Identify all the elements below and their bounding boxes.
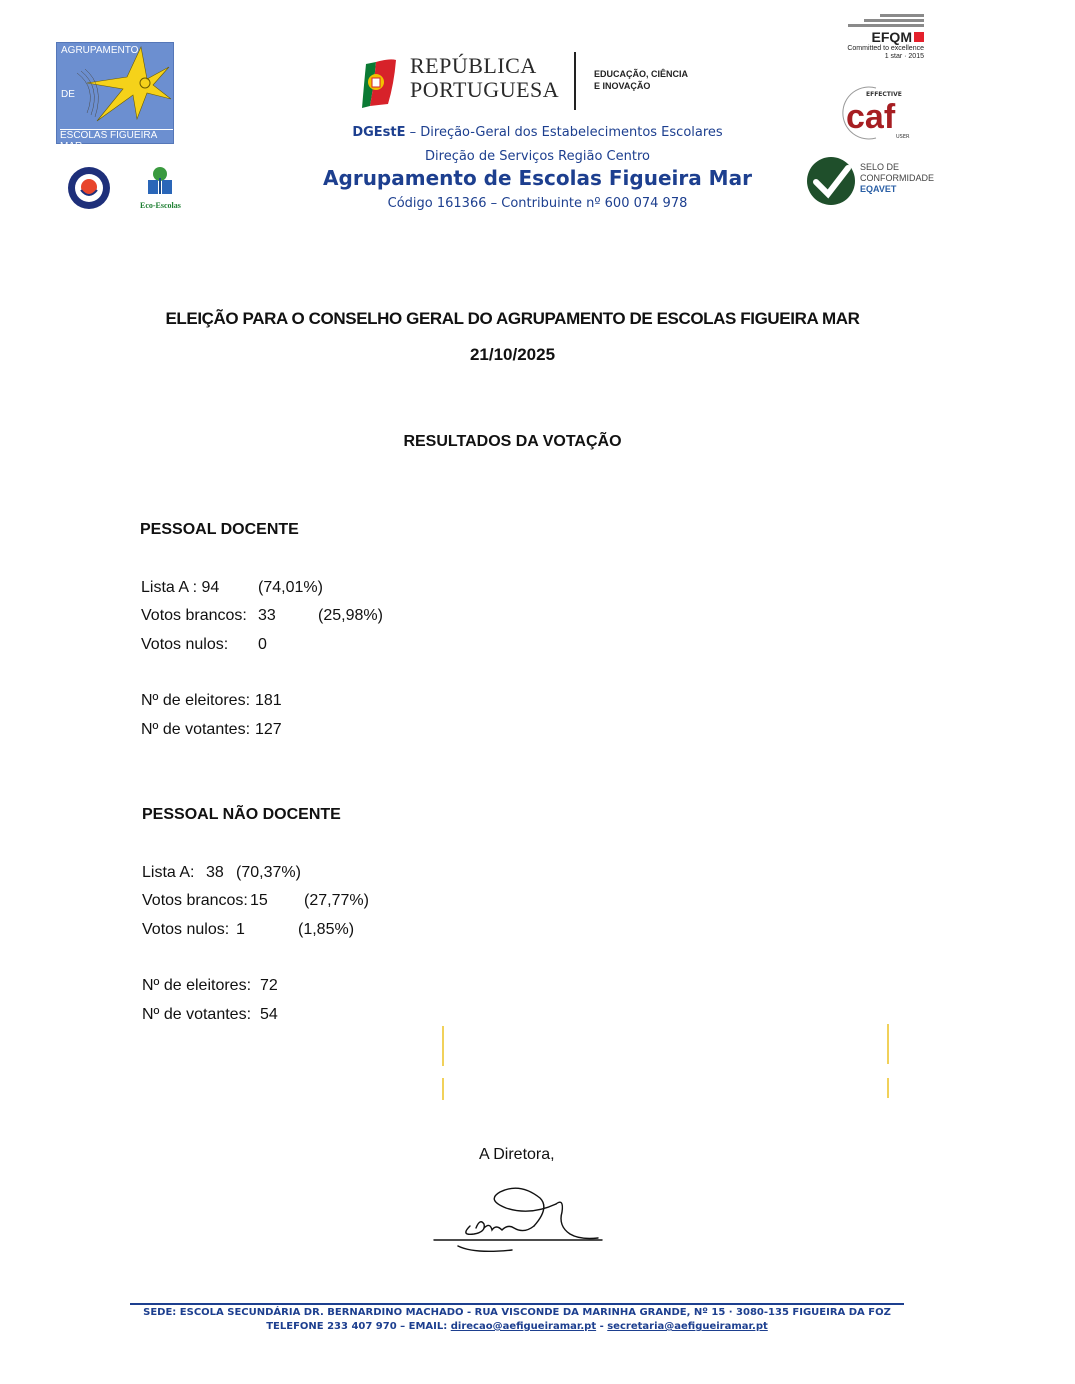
eco-escolas-label: Eco-Escolas [140,201,181,210]
nao-docente-votantes-label: Nº de votantes: [142,1006,252,1023]
nao-docente-brancos-label: Votos brancos: [142,892,248,909]
footer-contacts [130,1321,904,1332]
scan-mark [442,1078,444,1100]
ministry-line-1: EDUCAÇÃO, CIÊNCIA [594,69,689,79]
nao-docente-lista-a-label: Lista A: [142,864,195,881]
efqm-line-1: Committed to excellence [847,45,924,52]
nao-docente-lista-a-value: 38 [206,864,224,881]
docente-heading: PESSOAL DOCENTE [140,521,299,538]
docente-lista-a: Lista A : 94 [141,579,220,596]
eqavet-text [860,162,934,195]
docente-nulos-label: Votos nulos: [141,636,229,653]
eqavet-line-3: EQAVET [860,184,897,194]
caf-icon [836,86,916,140]
signature-mark [430,1178,610,1258]
direcao-servicos-line: Direção de Serviços Região Centro [425,149,650,164]
eqavet-line-2: CONFORMIDADE [860,173,934,183]
election-date: 21/10/2025 [469,345,556,364]
republica-line: REPÚBLICA [410,53,537,78]
footer-address: SEDE: ESCOLA SECUNDÁRIA DR. BERNARDINO MACHADO - RUA VISCONDE DA MARINHA GRANDE, Nº 15 · 3080-135 FIGUEIRA DA FOZ [143,1307,891,1318]
scan-mark [442,1026,444,1066]
footer-rule [130,1303,904,1305]
email-secretaria-link[interactable]: secretaria@aefigueiramar.pt [607,1321,768,1332]
docente-nulos-value: 0 [258,636,267,653]
portuguese-flag-icon [358,54,398,110]
docente-brancos-label: Votos brancos: [141,607,247,624]
codigo-contribuinte: Código 161366 – Contribuinte nº 600 074 978 [387,196,688,211]
republica-portuguesa-logo [356,52,706,112]
nao-docente-nulos-pct: (1,85%) [298,921,355,938]
footer-separator: - [596,1321,608,1332]
docente-brancos-pct: (25,98%) [318,607,383,624]
ministry-line-2: E INOVAÇÃO [594,81,651,91]
logo-text-agrupamento: AGRUPAMENTO [61,45,139,56]
efqm-brand-text: EFQM [871,29,912,45]
nao-docente-brancos-pct: (27,77%) [304,892,369,909]
director-label: A Diretora, [479,1146,555,1163]
efqm-brand [824,29,924,45]
caf-top-text: EFFECTIVE [866,91,902,98]
scan-mark [887,1078,889,1098]
header-divider [574,52,576,110]
dgeste-abbr: DGEstE [352,125,406,140]
portuguesa-line: PORTUGUESA [410,77,560,102]
republica-portuguesa-name [410,54,559,102]
nao-docente-votantes-value: 54 [260,1006,278,1023]
eqavet-seal [806,156,966,206]
eqavet-line-1: SELO DE [860,162,900,172]
logo-text-escolas: ESCOLAS FIGUEIRA MAR [60,129,173,152]
logo-text-de: DE [61,89,75,100]
nao-docente-lista-a-pct: (70,37%) [236,864,301,881]
docente-lista-a-pct: (74,01%) [258,579,323,596]
nao-docente-heading: PESSOAL NÃO DOCENTE [142,806,341,823]
nao-docente-eleitores-value: 72 [260,977,278,994]
scan-mark [887,1024,889,1064]
nao-docente-nulos-label: Votos nulos: [142,921,230,938]
nao-docente-eleitores-label: Nº de eleitores: [142,977,252,994]
nao-docente-brancos-value: 15 [250,892,268,909]
checkmark-icon [806,156,856,206]
agrupamento-name: Agrupamento de Escolas Figueira Mar [323,166,752,190]
footer-phone: TELEFONE 233 407 970 – EMAIL: [266,1321,451,1332]
docente-votantes-value: 127 [255,721,282,738]
caf-brand-text: caf [846,98,896,136]
caf-logo [836,86,916,145]
election-title: ELEIÇÃO PARA O CONSELHO GERAL DO AGRUPAMENTO DE ESCOLAS FIGUEIRA MAR [165,309,860,328]
efqm-line-2: 1 star · 2015 [884,53,924,60]
nao-docente-nulos-value: 1 [236,921,245,938]
results-title: RESULTADOS DA VOTAÇÃO [403,433,622,450]
docente-eleitores-label: Nº de eleitores: [141,692,251,709]
efqm-bars [824,14,924,27]
docente-eleitores-value: 181 [255,692,282,709]
caf-bottom-text: USER [896,134,910,140]
dgeste-full-name: – Direção-Geral dos Estabelecimentos Escolares [405,125,723,140]
efqm-logo [824,14,924,61]
docente-brancos-value: 33 [258,607,276,624]
docente-votantes-label: Nº de votantes: [141,721,251,738]
ministry-name [594,68,688,92]
email-direcao-link[interactable]: direcao@aefigueiramar.pt [450,1321,597,1332]
efqm-red-square [914,32,924,42]
